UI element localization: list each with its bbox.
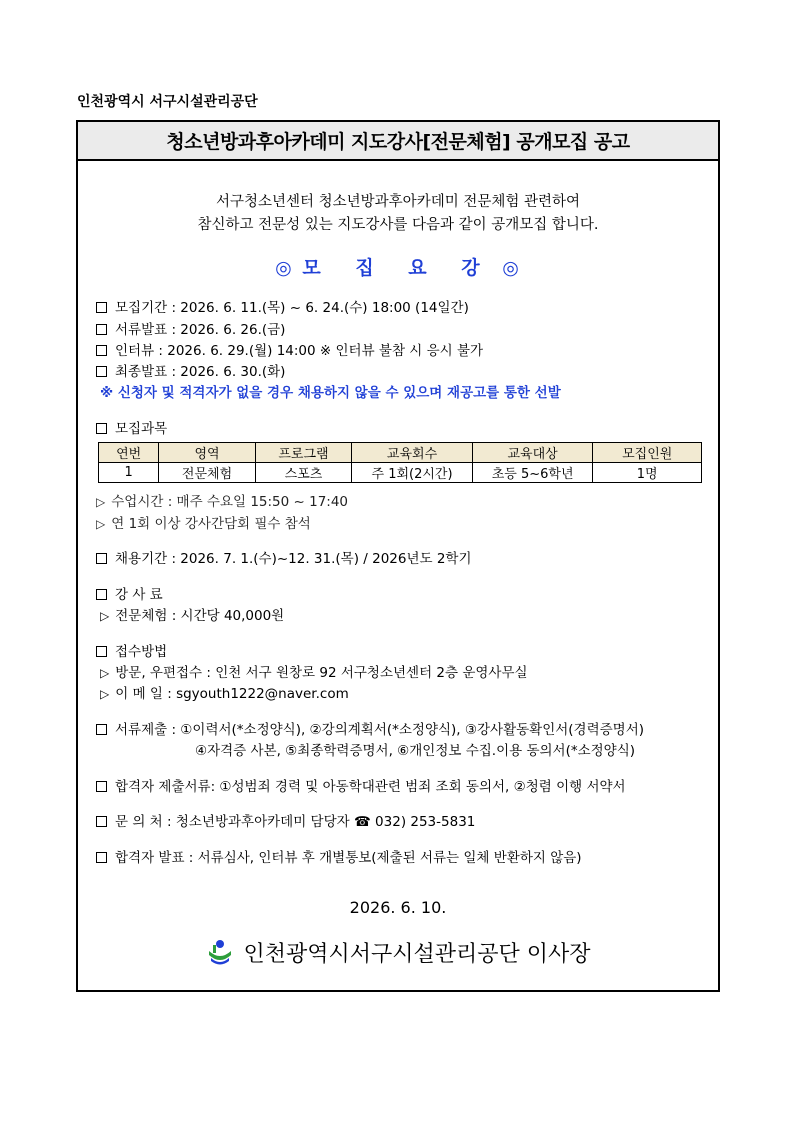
circle-mark-right-icon: ◎ bbox=[502, 257, 521, 279]
fee-detail-row bbox=[100, 604, 284, 624]
table-header-cell: 프로그램 bbox=[255, 443, 351, 463]
table-header-cell: 영역 bbox=[159, 443, 255, 463]
checkbox-icon bbox=[96, 423, 107, 434]
class-time-text: 수업시간 : 매주 수요일 15:50 ~ 17:40 bbox=[111, 494, 349, 510]
doc-announce-text: 서류발표 : 2026. 6. 26.(금) bbox=[115, 322, 286, 338]
table-header-cell: 교육회수 bbox=[352, 443, 473, 463]
table-cell: 초등 5~6학년 bbox=[472, 463, 593, 483]
announcement-row bbox=[96, 846, 582, 866]
notice-date: 2026. 6. 10. bbox=[349, 898, 447, 917]
triangle-bullet-icon: ▷ bbox=[100, 609, 110, 623]
period-text: 모집기간 : 2026. 6. 11.(목) ~ 6. 24.(수) 18:00 (14일간) bbox=[115, 300, 469, 316]
triangle-bullet-icon: ▷ bbox=[100, 666, 110, 680]
table-header-cell: 연번 bbox=[99, 443, 159, 463]
triangle-bullet-icon: ▷ bbox=[100, 687, 110, 701]
visit-row bbox=[100, 661, 528, 681]
passed-docs-text: 합격자 제출서류: ①성범죄 경력 및 아동학대관련 범죄 조회 동의서, ②청렴 이행 서약서 bbox=[115, 779, 626, 795]
period-row bbox=[96, 296, 469, 316]
email-row bbox=[100, 682, 349, 702]
table-cell: 1 bbox=[99, 463, 159, 483]
documents-line-1: 서류제출 : ①이력서(*소정양식), ②강의계획서(*소정양식), ③강사활동확인서(경력증명서) bbox=[115, 722, 645, 738]
checkbox-icon bbox=[96, 366, 107, 377]
documents-line-2: ④자격증 사본, ⑤최종학력증명서, ⑥개인정보 수집.이용 동의서(*소정양식) bbox=[195, 743, 636, 759]
table-cell: 1명 bbox=[593, 463, 702, 483]
employment-text: 채용기간 : 2026. 7. 1.(수)~12. 31.(목) / 2026년도 2학기 bbox=[115, 551, 472, 567]
fee-row bbox=[96, 583, 163, 603]
interview-row bbox=[96, 339, 483, 359]
contact-text: 문 의 처 : 청소년방과후아카데미 담당자 ☎ 032) 253-5831 bbox=[115, 814, 476, 830]
triangle-bullet-icon: ▷ bbox=[96, 517, 106, 531]
interview-text: 인터뷰 : 2026. 6. 29.(월) 14:00 ※ 인터뷰 불참 시 응시 불가 bbox=[115, 343, 484, 359]
section-title-text: 모 집 요 강 bbox=[302, 257, 494, 279]
org-header: 인천광역시 서구시설관리공단 bbox=[77, 94, 258, 110]
final-text: 최종발표 : 2026. 6. 30.(화) bbox=[115, 364, 286, 380]
circle-mark-left-icon: ◎ bbox=[275, 257, 294, 279]
checkbox-icon bbox=[96, 852, 107, 863]
passed-docs-row bbox=[96, 775, 626, 795]
visit-text: 방문, 우편접수 : 인천 서구 원창로 92 서구청소년센터 2층 운영사무실 bbox=[115, 665, 528, 681]
employment-row bbox=[96, 547, 472, 567]
signature-text: 인천광역시서구시설관리공단 이사장 bbox=[243, 942, 591, 967]
checkbox-icon bbox=[96, 589, 107, 600]
notice-frame bbox=[76, 120, 720, 992]
intro-line-1: 서구청소년센터 청소년방과후아카데미 전문체험 관련하여 bbox=[215, 194, 580, 210]
subjects-row bbox=[96, 417, 167, 437]
doc-announce-row bbox=[96, 318, 285, 338]
checkbox-icon bbox=[96, 646, 107, 657]
subjects-table bbox=[98, 442, 702, 483]
checkbox-icon bbox=[96, 553, 107, 564]
selection-note: ※ 신청자 및 적격자가 없을 경우 채용하지 않을 수 있으며 재공고를 통한 선발 bbox=[100, 385, 561, 401]
contact-row bbox=[96, 810, 475, 830]
checkbox-icon bbox=[96, 302, 107, 313]
table-cell: 전문체험 bbox=[159, 463, 255, 483]
table-cell: 스포츠 bbox=[255, 463, 351, 483]
meeting-text: 연 1회 이상 강사간담회 필수 참석 bbox=[111, 516, 311, 532]
fee-detail-text: 전문체험 : 시간당 40,000원 bbox=[115, 608, 285, 624]
table-header-cell: 모집인원 bbox=[593, 443, 702, 463]
table-cell: 주 1회(2시간) bbox=[352, 463, 473, 483]
application-row bbox=[96, 640, 167, 660]
application-label: 접수방법 bbox=[115, 644, 168, 660]
triangle-bullet-icon: ▷ bbox=[96, 495, 106, 509]
fee-label: 강 사 료 bbox=[115, 587, 163, 603]
notice-title: 청소년방과후아카데미 지도강사[전문체험] 공개모집 공고 bbox=[78, 122, 718, 161]
table-header-cell: 교육대상 bbox=[472, 443, 593, 463]
final-row bbox=[96, 360, 285, 380]
checkbox-icon bbox=[96, 816, 107, 827]
meeting-row bbox=[96, 512, 311, 532]
subjects-label: 모집과목 bbox=[115, 421, 168, 437]
documents-row bbox=[96, 718, 644, 738]
table-row bbox=[99, 463, 702, 483]
intro-line-2: 참신하고 전문성 있는 지도강사를 다음과 같이 공개모집 합니다. bbox=[197, 217, 599, 233]
table-header-row bbox=[99, 443, 702, 463]
email-text: 이 메 일 : sgyouth1222@naver.com bbox=[115, 686, 349, 702]
class-time-row bbox=[96, 490, 348, 510]
checkbox-icon bbox=[96, 781, 107, 792]
agency-logo-icon bbox=[205, 937, 235, 973]
checkbox-icon bbox=[96, 724, 107, 735]
signature-line bbox=[78, 937, 718, 973]
announcement-text: 합격자 발표 : 서류심사, 인터뷰 후 개별통보(제출된 서류는 일체 반환하지 않음) bbox=[115, 850, 582, 866]
checkbox-icon bbox=[96, 345, 107, 356]
section-title bbox=[78, 253, 718, 280]
checkbox-icon bbox=[96, 324, 107, 335]
